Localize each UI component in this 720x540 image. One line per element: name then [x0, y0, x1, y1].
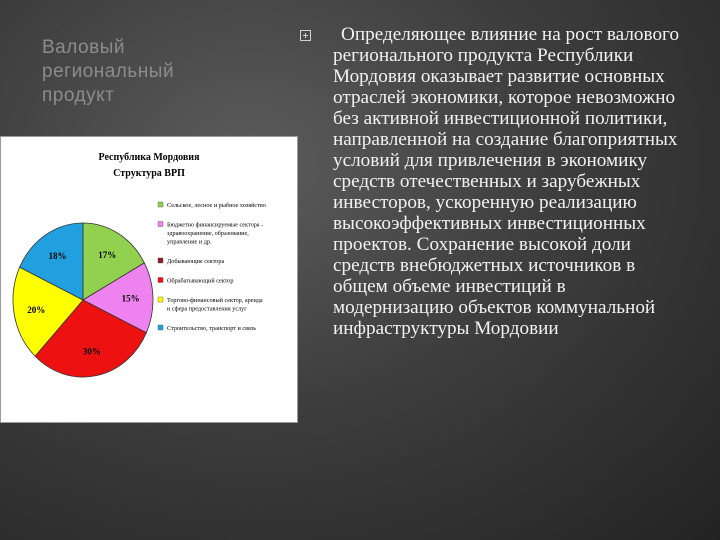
pie-slice-label: 17%: [98, 249, 117, 260]
legend-swatch: [158, 202, 163, 207]
pie-chart: [1, 137, 297, 422]
legend-swatch: [158, 258, 163, 263]
slide-body-text: Определяющее влияние на рост валового регионального продукта Республики Мордовия оказывает развитие основных отраслей экономики, которое невозможно без активной инвестиционной политики, направленной на создание благоприятных условий для привлечения в экономику средств отечественных и зарубежных инвесторов, ускоренную реализацию высокоэффективных инвестиционных проектов. Сохранение высокой доли средств внебюджетных источников в общем объеме инвестиций в модернизацию объектов коммунальной инфраструктуры Мордовии: [333, 24, 680, 339]
legend-label: Добывающие сектора: [167, 258, 225, 265]
legend-label: Торгово-финансовый сектор, аренда: [167, 297, 263, 304]
legend-label: Бюджетно финансируемые сектора -: [167, 221, 264, 229]
chart-legend: [158, 202, 266, 332]
pie-slice-label: 15%: [121, 293, 140, 304]
legend-label: здравоохранение, образование,: [167, 230, 249, 237]
chart-title-line-1: Республика Мордовия: [98, 152, 200, 163]
legend-label: Строительство, транспорт и связь: [167, 325, 257, 332]
pie-slice-label: 20%: [27, 304, 46, 315]
legend-label: управление и др.: [167, 238, 212, 246]
chart-title-line-2: Структура ВРП: [113, 168, 185, 179]
legend-swatch: [158, 222, 163, 227]
legend-swatch: [158, 297, 163, 302]
square-bullet-icon: [300, 30, 311, 41]
pie-slice-label: 18%: [48, 250, 67, 261]
legend-label: Обрабатывающий сектор: [167, 277, 234, 285]
legend-swatch: [158, 278, 163, 283]
legend-label: Сельское, лесное и рыбное хозяйство: [167, 202, 266, 209]
pie-slice-label: 30%: [82, 346, 101, 357]
legend-label: и сфера предоставления услуг: [167, 305, 247, 313]
legend-swatch: [158, 325, 163, 330]
pie-chart-card: [0, 136, 298, 423]
slide-title: Валовый региональный продукт: [42, 37, 175, 106]
